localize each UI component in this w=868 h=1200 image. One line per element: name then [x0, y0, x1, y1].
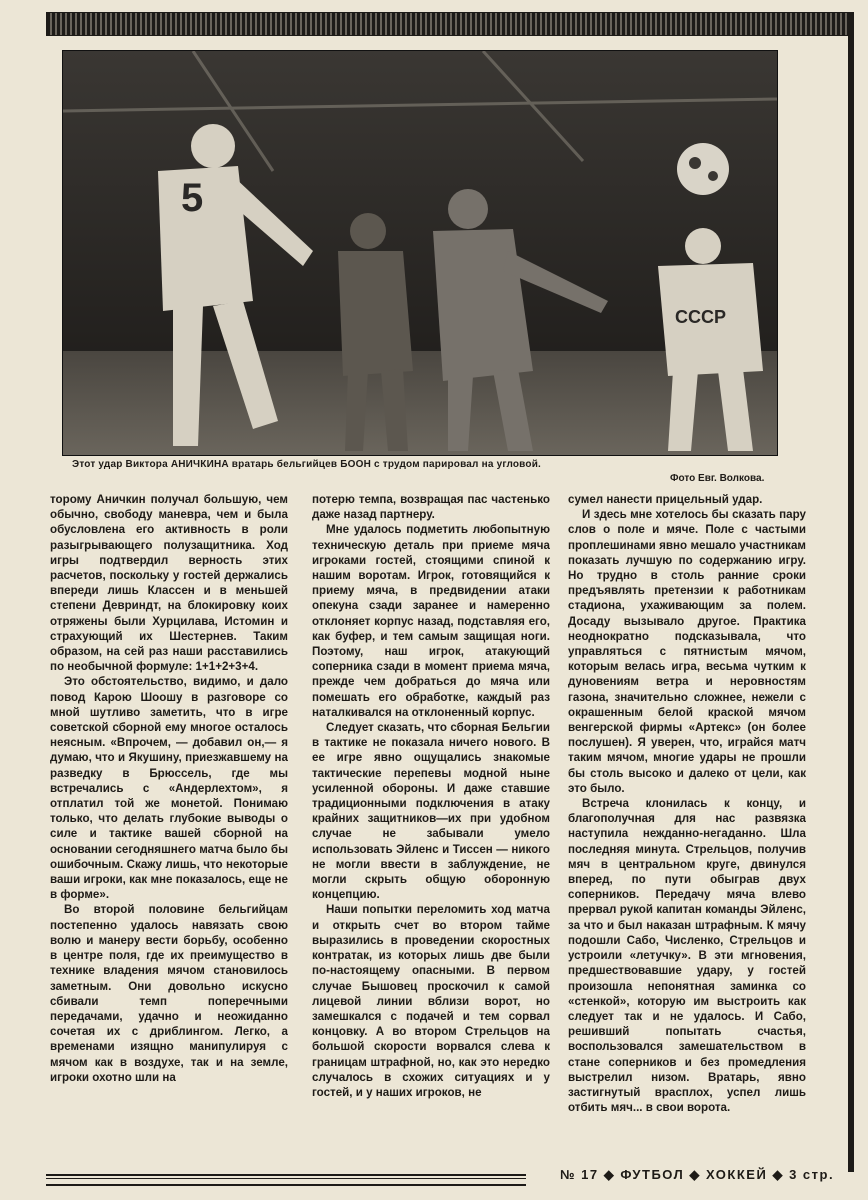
article-paragraph: Следует сказать, что сборная Бельгии в тактике не показала ничего нового. В ее игре явно ощущались знакомые тактические перепевы модной ныне усиленной обороны. И даже ставшие традиционными подключения в атаку крайних защитников—их при удобном случае не забывали умело использовать Эйленс и Тиссен — никого не могли ввести в заблуждение, не могли скрыть общую оборонную концепцию.: [312, 721, 550, 902]
page-footer: [560, 1167, 860, 1183]
article-paragraph: потерю темпа, возвращая пас частенько даже назад партнеру.: [312, 493, 550, 522]
article-paragraph: Это обстоятельство, видимо, и дало повод Карою Шоошу в разговоре со мной шутливо заметить, что в игре советской сборной ему многое осталось неясным. «Впрочем, — добавил он,— я думаю, что и Якушину, приезжавшему на разведку в Брюссель, где мы встречались с «Андерлехтом», я отплатил той же монетой. Понимаю только, что делать глубокие выводы о силе и тактике вашей сборной на основании сегодняшнего матча было бы ошибочным. Скажу лишь, что некоторые ваши игроки, как мне показалось, еще не в форме».: [50, 675, 288, 902]
article-column-2: [312, 492, 550, 1152]
player-number-label: 5: [181, 176, 204, 220]
footer-separator: ◆: [689, 1167, 701, 1182]
article-paragraph: Встреча клонилась к концу, и благополучная для нас развязка наступила нежданно-негаданно. Шла последняя минута. Стрельцов, получив мяч в центральном круге, двинулся вперед, по пути обыграв двух соперников. Передачу мяча влево прервал рукой капитан команды Эйленс, за что и был наказан штрафным. К мячу подошли Сабо, Численко, Стрельцов и устроили «летучку». В эти мгновения, предшествовавшие удару, у гостей произошла непонятная заминка со «стенкой», которую им выстроить как следует так и не удалось. И Сабо, решивший попытать счастья, воспользовался замешательством в стане соперников и без промедления выстрелил низом. Вратарь, явно застигнутый врасплох, успел лишь отбить мяч... в свои ворота.: [568, 797, 806, 1115]
footer-separator: ◆: [603, 1167, 616, 1182]
article-paragraph: торому Аничкин получал большую, чем обычно, свободу маневра, чем и была обусловлена его активность в роли разыгрывающего полузащитника. Ход игры подтвердил верность этих расчетов, поскольку у гостей держались впереди лишь Классен и в меньшей степени Девриндт, на блокировку коих отряжены были Хурцилава, Истомин и страхующий их Шестернев. Таким образом, на сей раз наши расставились по необычной формуле: 1+1+2+3+4.: [50, 493, 288, 674]
page-number: 3 стр.: [789, 1167, 835, 1182]
footer-separator: ◆: [772, 1167, 784, 1182]
issue-number: № 17: [560, 1167, 599, 1182]
footer-sport-football: ФУТБОЛ: [620, 1167, 685, 1182]
article-paragraph: И здесь мне хотелось бы сказать пару слов о поле и мяче. Поле с частыми проплешинами явно мешало участникам показать лучшую по содержанию игру. Но трудно в столь ранние сроки предъявлять претензии к работникам стадиона, ухаживающим за полем. Досаду вызывало другое. Практика неоднократно подсказывала, что управляться с пятнистым мячом, которым велась игра, весьма чутким к дуновениям ветра и неровностям газона, значительно сложнее, нежели с окрашенным белой краской мячом венгерской фирмы «Артекс» (он более послушен). Я уверен, что, играйся матч таким мячом, многие удары не прошли бы столь высоко и далеко от цели, как это было.: [568, 508, 806, 795]
article-paragraph: Во второй половине бельгийцам постепенно удалось навязать свою волю и манеру вести борьбу, особенно в центре поля, где их преимущество в технике владения мячом становилось заметным. Они довольно искусно сбивали темп поперечными передачами, удачно и неожиданно сочетая их с дриблингом. Легко, а временами изящно манипулируя с мячом как в воздухе, так и на земле, игроки охотно шли на: [50, 903, 288, 1084]
bottom-decorative-rule: [46, 1174, 526, 1186]
footer-sport-hockey: ХОККЕЙ: [705, 1167, 768, 1182]
jersey-text-label: СССР: [675, 307, 727, 327]
photo-credit: Фото Евг. Волкова.: [670, 473, 765, 484]
article-paragraph: сумел нанести прицельный удар.: [568, 493, 763, 506]
top-decorative-rule: [46, 12, 850, 36]
right-border-rule: [848, 12, 854, 1172]
article-column-1: [50, 492, 288, 1152]
photo-caption: Этот удар Виктора АНИЧКИНА вратарь бельгийцев БООН с трудом парировал на угловой.: [72, 459, 542, 470]
article-column-3: [568, 492, 806, 1152]
match-photo: [62, 50, 778, 456]
article-paragraph: Наши попытки переломить ход матча и открыть счет во втором тайме выразились в проведении скоростных контратак, из которых лишь две были по-настоящему опасными. В первом случае Бышовец проскочил к самой лицевой линии вблизи ворот, но замешкался с подачей и тем сорвал концовку. А во втором Стрельцов на большой скорости ворвался слева к границам штрафной, но, как это нередко случалось в схожих ситуациях и у гостей, и у наших игроков, не: [312, 903, 550, 1099]
article-paragraph: Мне удалось подметить любопытную техническую деталь при приеме мяча игроками гостей, стоящими спиной к нашим воротам. Игрок, готовящийся к приему мяча, в предвидении атаки опекуна сзади заранее и намеренно отклоняет корпус назад, подставляя его, как буфер, и тем самым защищая ноги. Поэтому, наш игрок, атакующий соперника сзади в момент приема мяча, прежде чем добраться до мяча или помешать его обработке, каждый раз наталкивался на отклоненный корпус.: [312, 523, 550, 719]
